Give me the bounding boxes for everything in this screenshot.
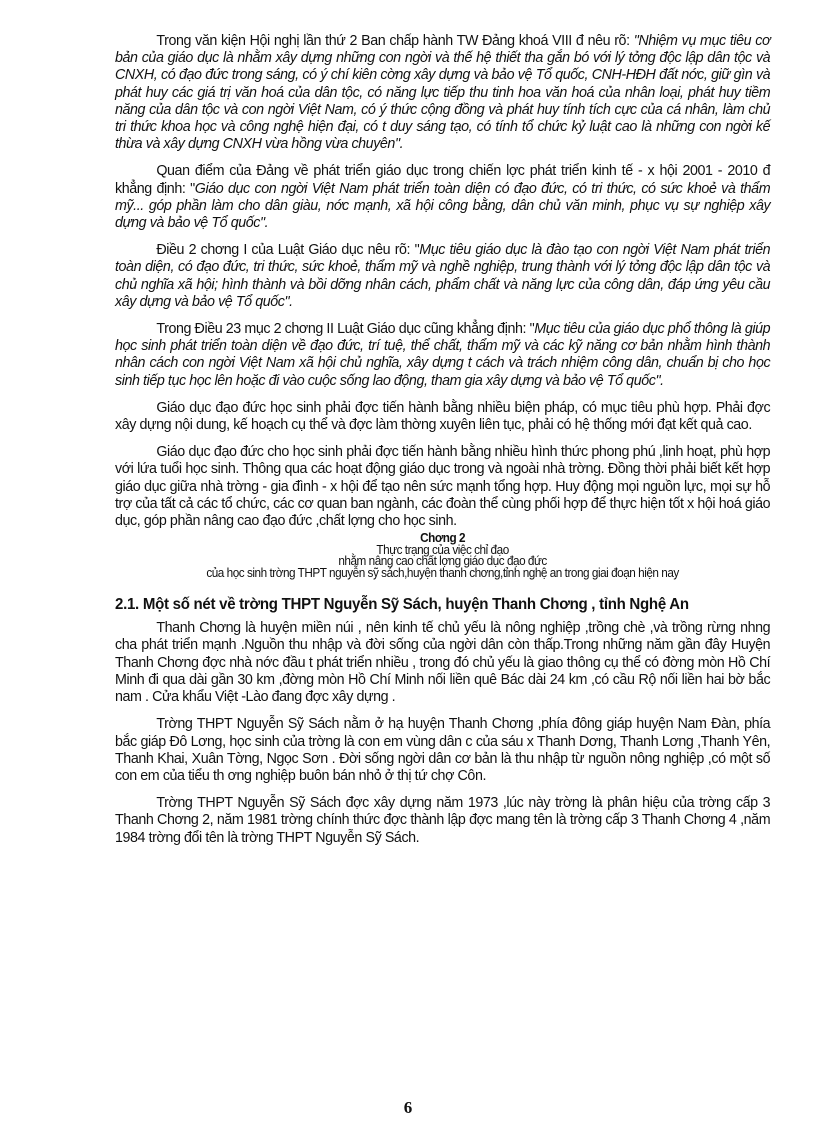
chapter-number: Chơng 2	[420, 531, 466, 546]
chapter-heading	[115, 533, 770, 579]
paragraph-5	[115, 399, 770, 433]
paragraph-5-text: Giáo dục đạo đức học sinh phải đợc tiến hành bằng nhiều biện pháp, có mục tiêu phù hợp. Phải đợc xây dựng nội dung, kế hoạch cụ thể và đợc làm thờng xuyên liên tục, phải có hệ thống mới đạt kết quả cao.	[115, 398, 771, 434]
paragraph-1-quote: "Nhiệm vụ mục tiêu cơ bản của giáo dục là nhằm xây dựng những con ngời và thế hệ thiết tha gắn bó với lý tởng độc lập dân tộc và CNXH, có đạo đức trong sáng, có ý chí kiên cờng xây dựng và bảo vệ Tổ quốc, CNH-HĐH đất nớc, giữ gìn và phát huy các giá trị văn hoá của dân tộc, có năng lực tiếp thu tinh hoa văn hoá của nhân loại, phát huy tiềm năng của dân tộc và con ngời Việt Nam, có ý thức cộng đồng và phát huy tính tích cực của cá nhân, làm chủ tri thức khoa học và công nghệ hiện đại, có t duy sáng tạo, có tính tổ chức kỷ luật cao là những con ngời kế thừa và xây dựng CNXH vừa hồng vừa chuyên".	[115, 32, 771, 153]
paragraph-6	[115, 443, 770, 529]
chapter-title-line-3: của học sinh trờng THPT nguyễn sỹ sách,huyện thanh chơng,tỉnh nghệ an trong giai đoạn hiện nay	[206, 565, 679, 580]
paragraph-4	[115, 320, 770, 389]
paragraph-2-lead: Quan điểm của Đảng về phát triển giáo dục trong chiến lợc phát triển kinh tế - x hội 2001 - 2010 đ khẳng định: "	[115, 162, 771, 197]
page-number: 6	[403, 1098, 413, 1117]
paragraph-3	[115, 241, 770, 310]
paragraph-6-text: Giáo dục đạo đức cho học sinh phải đợc tiến hành bằng nhiều hình thức phong phú ,linh hoạt, phù hợp với lứa tuổi học sinh. Thông qua các hoạt động giáo dục trong và ngoài nhà trờng. Đồng thời phải biết kết hợp giáo dục giữa nhà trờng - gia đình - x hội để tạo nên sức mạnh tổng hợp. Huy động mọi nguồn lực, mọi sự hỗ trợ của tất cả các tổ chức, các cơ quan ban ngành, các đoàn thể cùng phối hợp để thực hiện tốt x hội hoá giáo dục, góp phần nâng cao đạo đức ,chất lợng cho học sinh.	[115, 443, 771, 530]
section-paragraph-1: Thanh Chơng là huyện miền núi , nên kinh tế chủ yếu là nông nghiệp ,trồng chè ,và trồng rừng nhng cha phát triển mạnh .Nguồn thu nhập và đời sống của ngời dân còn thấp.Trong những năm gần đây Huyện Thanh Chơng đợc nhà nớc đầu t phát triển nhiều , trong đó chủ yếu là giao thông cụ thể có đờng mòn Hồ Chí Minh đi qua dài gần 30 km ,đờng mòn Hồ Chí Minh nối liền quê Bác dài 24 km ,có cầu Rộ nối liền hai bờ bắc nam . Cửa khẩu Việt -Lào đang đợc xây dựng .	[115, 619, 771, 706]
paragraph-4-lead: Trong Điều 23 mục 2 chơng II Luật Giáo dục cũng khẳng định: "	[156, 320, 535, 338]
section-heading: 2.1. Một số nét về trờng THPT Nguyễn Sỹ Sách, huyện Thanh Chơng , tỉnh Nghệ An	[115, 596, 689, 614]
paragraph-4-quote: Mục tiêu của giáo dục phổ thông là giúp học sinh phát triển toàn diện về đạo đức, trí tuệ, thể chất, thẩm mỹ và các kỹ năng cơ bản nhằm hình thành nhân cách con ngời Việt Nam xã hội chủ nghĩa, xây dựng t cách và trách nhiệm công dân, chuẩn bị cho học sinh tiếp tục học lên hoặc đi vào cuộc sống lao động, tham gia xây dựng và bảo vệ Tổ quốc".	[115, 320, 771, 389]
paragraph-1	[115, 32, 770, 152]
paragraph-2-quote: Giáo dục con ngời Việt Nam phát triển toàn diện có đạo đức, có tri thức, có sức khoẻ và thẩm mỹ... góp phần làm cho dân giàu, nớc mạnh, xã hội công bằng, dân chủ văn minh, phục vụ sự nghiệp xây dựng và bảo vệ Tổ quốc".	[115, 179, 771, 232]
section-paragraph-2: Trờng THPT Nguyễn Sỹ Sách nằm ở hạ huyện Thanh Chơng ,phía đông giáp huyện Nam Đàn, phía bắc giáp Đô Lơng, học sinh của trờng là con em vùng dân c của sáu x Thanh Dơng, Thanh Lơng ,Thanh Yên, Thanh Khai, Xuân Tờng, Ngọc Sơn . Đời sống ngời dân cơ bản là thu nhập từ nguồn nông nghiệp ,có một số con em của tiểu th ơng nghiệp buôn bán nhỏ ở thị tứ chợ Côn.	[115, 715, 771, 784]
paragraph-3-quote: Mục tiêu giáo dục là đào tạo con ngời Việt Nam phát triển toàn diện, có đạo đức, tri thức, sức khoẻ, thẩm mỹ và nghề nghiệp, trung thành với lý tởng độc lập dân tộc và chủ nghĩa xã hội; hình thành và bồi dỡng nhân cách, phẩm chất và năng lực của công dân, đáp ứng yêu cầu xây dựng và bảo vệ Tổ quốc".	[115, 241, 771, 310]
chapter-title-line-1: Thực trạng của việc chỉ đạo	[376, 542, 509, 557]
page-content	[115, 32, 770, 856]
section-paragraph-3: Trờng THPT Nguyễn Sỹ Sách đợc xây dựng năm 1973 ,lúc này trờng là phân hiệu của trờng cấp 3 Thanh Chơng 2, năm 1981 trờng chính thức đợc thành lập đợc mang tên là trờng cấp 3 Thanh Chơng 4 ,năm 1984 trờng đổi tên là trờng THPT Nguyễn Sỹ Sách.	[115, 794, 771, 846]
paragraph-3-lead: Điều 2 chơng I của Luật Giáo dục nêu rõ: "	[156, 241, 420, 259]
paragraph-1-lead: Trong văn kiện Hội nghị lần thứ 2 Ban chấp hành TW Đảng khoá VIII đ nêu rõ:	[156, 32, 634, 49]
chapter-title-line-2: nhằm nâng cao chất lợng giáo dục đạo đức	[338, 554, 547, 569]
paragraph-2	[115, 162, 770, 231]
